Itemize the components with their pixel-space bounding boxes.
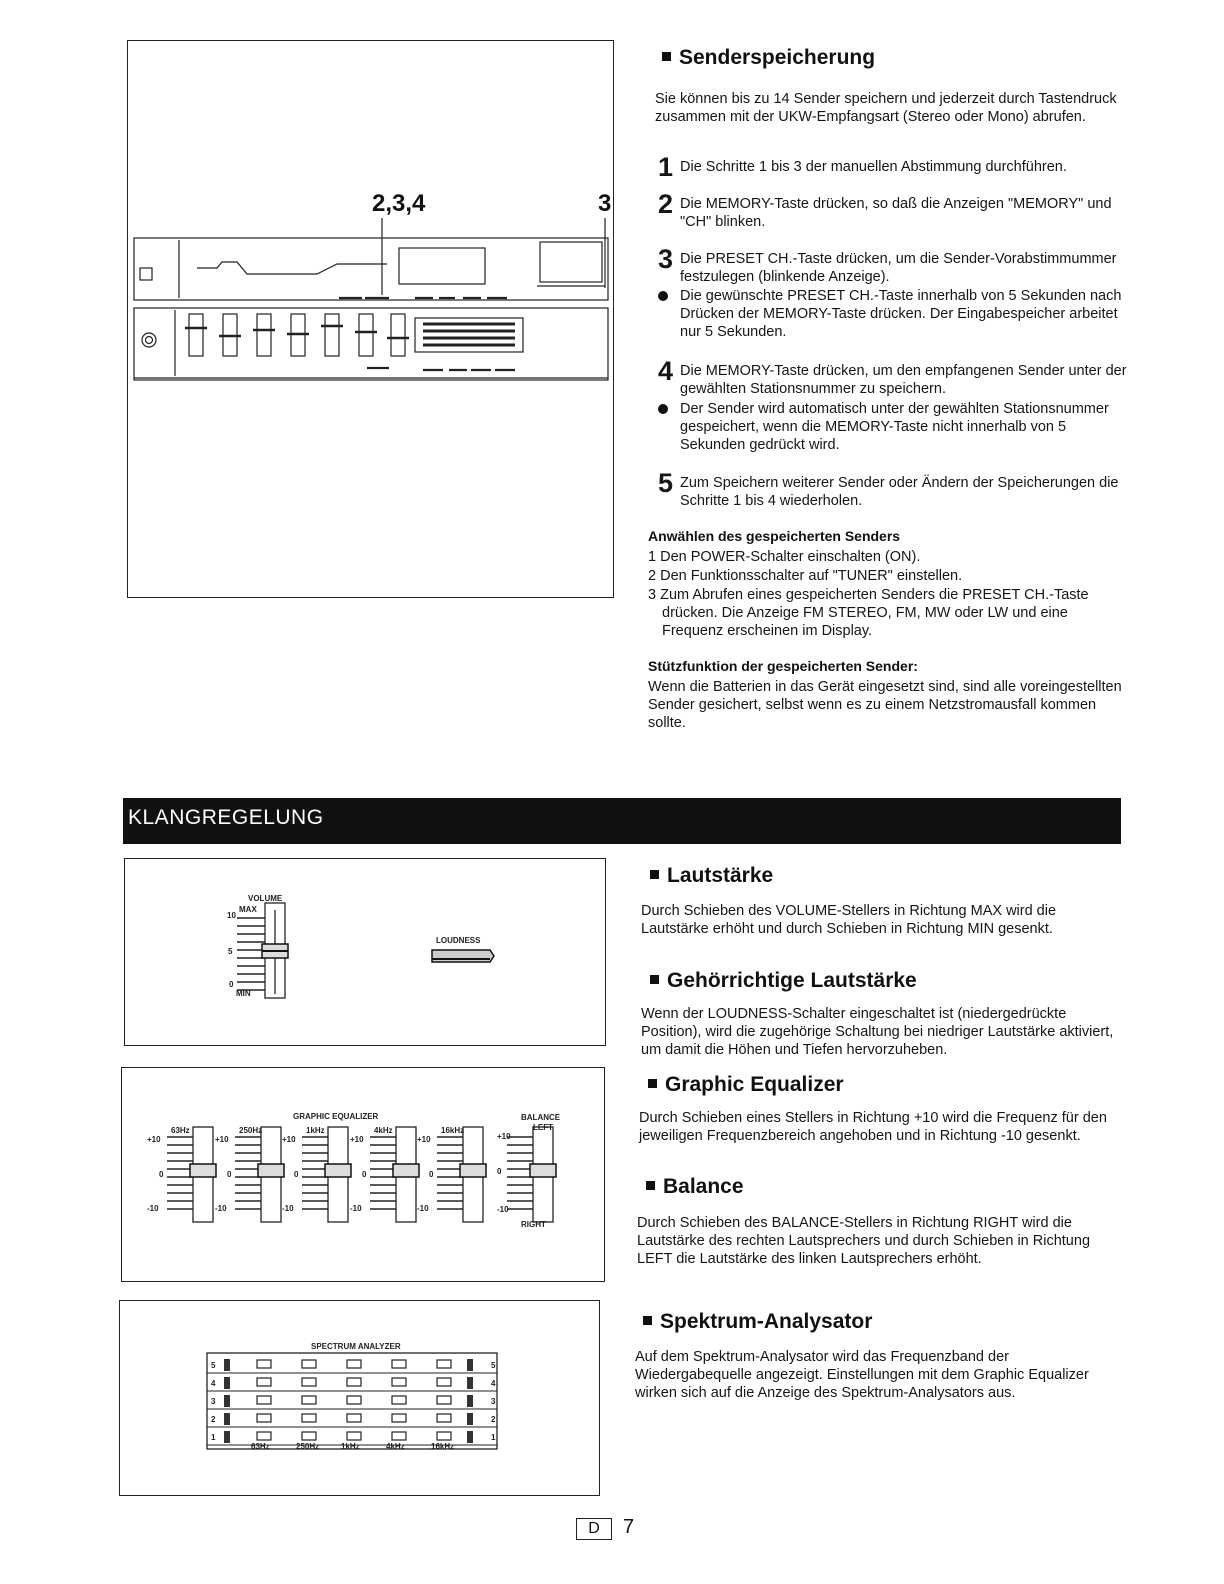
spectrum-segment (257, 1378, 271, 1386)
spectrum-segment (392, 1432, 406, 1440)
spectrum-segment (437, 1378, 451, 1386)
equalizer-band-label: 16kHz (441, 1126, 465, 1135)
lautstaerke-text: Durch Schieben des VOLUME-Stellers in Richtung MAX wird die Lautstärke erhöht und durch Schieben in Richtung MIN gesenkt. (641, 903, 1057, 937)
spectrum-level-label-right: 1 (491, 1433, 496, 1442)
heading-senderspeicherung (662, 46, 875, 70)
spectrum-band-label: 63Hz (251, 1442, 270, 1451)
heading-balance (646, 1175, 744, 1199)
equalizer-text: Durch Schieben eines Stellers in Richtung +10 wird die Frequenz für den jeweiligen Frequenzbereich angehoben und in Richtung -10 gesenkt. (639, 1110, 1107, 1144)
spectrum-side-bar (224, 1359, 230, 1371)
equalizer-tick-zero: 0 (429, 1170, 434, 1179)
spectrum-side-bar (224, 1377, 230, 1389)
balance-tick: -10 (497, 1205, 509, 1214)
spectrum-segment (302, 1414, 316, 1422)
spectrum-segment (257, 1360, 271, 1368)
heading-lautstaerke (650, 864, 773, 888)
square-bullet-icon (650, 975, 659, 984)
heading-text: Graphic Equalizer (665, 1073, 844, 1096)
spectrum-title: SPECTRUM ANALYZER (311, 1342, 401, 1351)
spectrum-segment (347, 1360, 361, 1368)
volume-tick-5: 5 (228, 947, 233, 956)
spectrum-level-label: 2 (211, 1415, 216, 1424)
spectrum-analyzer-drawing (119, 1300, 600, 1496)
note-text: Die gewünschte PRESET CH.-Taste innerhalb von 5 Sekunden nach Drücken der MEMORY-Taste drücken. Der Eingabespeicher arbeitet nur 5 Sekunden. (680, 288, 1122, 340)
volume-tick-10: 10 (227, 911, 236, 920)
spectrum-level-label: 3 (211, 1397, 216, 1406)
recall-heading: Anwählen des gespeicherten Senders (648, 528, 901, 544)
volume-max-label: MAX (239, 905, 257, 914)
equalizer-band-label: 250Hz (239, 1126, 263, 1135)
balance-tick-zero: 0 (497, 1167, 502, 1176)
tuner-panel-drawing (127, 40, 614, 598)
heading-spektrum (643, 1310, 872, 1334)
spectrum-segment (347, 1396, 361, 1404)
senderspeicherung-intro: Sie können bis zu 14 Sender speichern und jederzeit durch Tastendruck zusammen mit der UKW-Empfangsart (Stereo oder Mono) abrufen. (655, 91, 1117, 125)
spektrum-text: Auf dem Spektrum-Analysator wird das Frequenzband der Wiedergabequelle angezeigt. Einstellungen mit dem Graphic Equalizer wirken sich auf die Anzeige des Spektrum-Analysators aus. (635, 1349, 1089, 1401)
step-1 (658, 152, 1133, 182)
spectrum-rows (207, 1359, 497, 1451)
backup-heading: Stützfunktion der gespeicherten Sender: (648, 658, 918, 674)
equalizer-slider-knob (393, 1164, 419, 1177)
spectrum-side-bar (467, 1413, 473, 1425)
equalizer-band-label: 4kHz (374, 1126, 393, 1135)
spectrum-segment (437, 1414, 451, 1422)
step-number: 1 (658, 152, 674, 182)
equalizer-sliders (147, 1126, 556, 1222)
spectrum-band-label: 16kHz (431, 1442, 455, 1451)
heading-text: Lautstärke (667, 864, 774, 887)
recall-step-1: 1 Den POWER-Schalter einschalten (ON). (648, 549, 921, 565)
spectrum-level-label: 1 (211, 1433, 216, 1442)
bullet-dot-icon (658, 291, 668, 301)
spectrum-level-label-right: 3 (491, 1397, 496, 1406)
heading-text: Senderspeicherung (679, 46, 876, 69)
spectrum-side-bar (224, 1395, 230, 1407)
spectrum-segment (302, 1432, 316, 1440)
step-2 (658, 189, 1133, 231)
heading-text: Balance (663, 1175, 744, 1198)
square-bullet-icon (648, 1079, 657, 1088)
spectrum-band-label: 250Hz (296, 1442, 320, 1451)
equalizer-tick-plus: +10 (417, 1135, 431, 1144)
equalizer-band-label: 63Hz (171, 1126, 190, 1135)
equalizer-tick-zero: 0 (159, 1170, 164, 1179)
spectrum-band-label: 1kHz (341, 1442, 360, 1451)
equalizer-tick-plus: +10 (282, 1135, 296, 1144)
heading-equalizer (648, 1073, 844, 1097)
equalizer-tick-plus: +10 (350, 1135, 364, 1144)
square-bullet-icon (662, 52, 671, 61)
step-text: Die PRESET CH.-Taste drücken, um die Sender-Vorabstimmummer festzulegen (blinkende Anzeige). (680, 251, 1117, 285)
balance-text: Durch Schieben des BALANCE-Stellers in Richtung RIGHT wird die Lautstärke des rechten Lautsprechers und durch Schieben in Richtung LEFT die Lautstärke des linken Lautsprechers erhöht. (637, 1215, 1091, 1267)
equalizer-tick-minus: -10 (147, 1204, 159, 1213)
callout-step-3: 3 (598, 190, 612, 217)
loudness-text: Wenn der LOUDNESS-Schalter eingeschaltet ist (niedergedrückte Position), wird die zugehörige Schaltung bei niedriger Lautstärke aktiviert, um damit die Höhen und Tiefen hervorzuheben. (641, 1006, 1114, 1058)
step-number: 4 (658, 356, 674, 386)
equalizer-tick-plus: +10 (215, 1135, 229, 1144)
equalizer-tick-zero: 0 (362, 1170, 367, 1179)
loudness-button (432, 950, 494, 962)
section-banner (123, 798, 1121, 844)
equalizer-title: GRAPHIC EQUALIZER (293, 1112, 379, 1121)
spectrum-segment (347, 1378, 361, 1386)
bullet-dot-icon (658, 404, 668, 414)
step-5 (658, 468, 1133, 510)
volume-tick-0: 0 (229, 980, 234, 989)
square-bullet-icon (643, 1316, 652, 1325)
callout-steps-234: 2,3,4 (372, 190, 426, 217)
spectrum-side-bar (467, 1395, 473, 1407)
spectrum-segment (347, 1414, 361, 1422)
heading-text: Spektrum-Analysator (660, 1310, 873, 1333)
step-number: 2 (658, 189, 674, 219)
balance-slider-knob (530, 1164, 556, 1177)
spectrum-segment (347, 1432, 361, 1440)
recall-step-2: 2 Den Funktionsschalter auf "TUNER" einstellen. (648, 568, 963, 584)
equalizer-tick-minus: -10 (282, 1204, 294, 1213)
volume-label: VOLUME (248, 894, 283, 903)
section-banner-title: KLANGREGELUNG (128, 806, 324, 829)
spectrum-level-label-right: 2 (491, 1415, 496, 1424)
volume-loudness-drawing (124, 858, 606, 1046)
step-3 (658, 244, 1133, 286)
spectrum-segment (437, 1360, 451, 1368)
spectrum-segment (302, 1378, 316, 1386)
volume-knob (262, 944, 288, 958)
backup-text: Wenn die Batterien in das Gerät eingesetzt sind, sind alle voreingestellten Sender gesichert, selbst wenn es zu einem Netzstromausfall kommen sollte. (648, 679, 1122, 731)
spectrum-segment (437, 1396, 451, 1404)
spectrum-segment (257, 1414, 271, 1422)
square-bullet-icon (650, 870, 659, 879)
spectrum-segment (392, 1396, 406, 1404)
balance-right-label: RIGHT (521, 1220, 546, 1229)
spectrum-level-label-right: 5 (491, 1361, 496, 1370)
equalizer-band-label: 1kHz (306, 1126, 325, 1135)
spectrum-segment (392, 1378, 406, 1386)
square-bullet-icon (646, 1181, 655, 1190)
step-text: Die MEMORY-Taste drücken, um den empfangenen Sender unter der gewählten Stationsnummer zu speichern. (680, 363, 1127, 397)
step-text: Zum Speichern weiterer Sender oder Ändern der Speicherungen die Schritte 1 bis 4 wiederholen. (680, 475, 1119, 509)
spectrum-segment (392, 1414, 406, 1422)
step-number: 5 (658, 468, 674, 498)
note-step-4 (658, 400, 1133, 454)
spectrum-side-bar (224, 1431, 230, 1443)
step-4 (658, 356, 1133, 398)
page-number: 7 (623, 1516, 635, 1538)
spectrum-level-label-right: 4 (491, 1379, 496, 1388)
note-text: Der Sender wird automatisch unter der gewählten Stationsnummer gespeichert, wenn die MEMORY-Taste nicht innerhalb von 5 Sekunden gedrückt wird. (680, 401, 1109, 453)
equalizer-slider-knob (325, 1164, 351, 1177)
recall-step-3: 3 Zum Abrufen eines gespeicherten Senders die PRESET CH.-Taste drücken. Die Anzeige FM STEREO, FM, MW oder LW und eine Frequenz erscheinen im Display. (648, 587, 1089, 639)
spectrum-segment (257, 1396, 271, 1404)
spectrum-band-label: 4kHz (386, 1442, 405, 1451)
equalizer-tick-minus: -10 (215, 1204, 227, 1213)
balance-left-label: LEFT (533, 1123, 553, 1132)
equalizer-slider-knob (460, 1164, 486, 1177)
spectrum-segment (302, 1360, 316, 1368)
equalizer-tick-zero: 0 (294, 1170, 299, 1179)
step-number: 3 (658, 244, 674, 274)
language-code-box: D (576, 1518, 612, 1540)
balance-tick-top: +10 (497, 1132, 511, 1141)
loudness-label: LOUDNESS (436, 936, 481, 945)
step-text: Die Schritte 1 bis 3 der manuellen Abstimmung durchführen. (680, 159, 1067, 175)
step-text: Die MEMORY-Taste drücken, so daß die Anzeigen "MEMORY" und "CH" blinken. (680, 196, 1112, 230)
equalizer-tick-zero: 0 (227, 1170, 232, 1179)
equalizer-drawing (121, 1067, 605, 1282)
equalizer-tick-plus: +10 (147, 1135, 161, 1144)
equalizer-slider-knob (190, 1164, 216, 1177)
spectrum-segment (392, 1360, 406, 1368)
equalizer-slider-knob (258, 1164, 284, 1177)
spectrum-side-bar (224, 1413, 230, 1425)
balance-label: BALANCE (521, 1113, 561, 1122)
heading-loudness (650, 969, 917, 993)
spectrum-segment (302, 1396, 316, 1404)
spectrum-side-bar (467, 1377, 473, 1389)
spectrum-level-label: 5 (211, 1361, 216, 1370)
spectrum-segment (437, 1432, 451, 1440)
spectrum-side-bar (467, 1359, 473, 1371)
spectrum-side-bar (467, 1431, 473, 1443)
note-step-3 (658, 287, 1133, 341)
heading-text: Gehörrichtige Lautstärke (667, 969, 917, 992)
volume-min-label: MIN (236, 989, 251, 998)
equalizer-tick-minus: -10 (417, 1204, 429, 1213)
equalizer-tick-minus: -10 (350, 1204, 362, 1213)
spectrum-level-label: 4 (211, 1379, 216, 1388)
spectrum-segment (257, 1432, 271, 1440)
